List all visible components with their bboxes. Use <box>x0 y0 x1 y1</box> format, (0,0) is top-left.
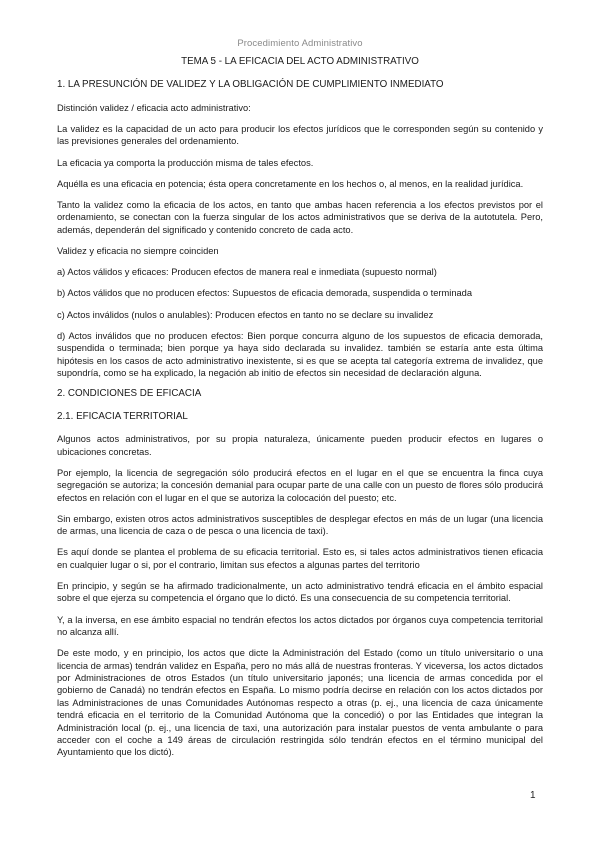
paragraph: Aquélla es una eficacia en potencia; ésta opera concretamente en los hechos o, al menos, en la realidad jurídica. <box>57 178 524 189</box>
paragraph: De este modo, y en principio, los actos que dicte la Administración del Estado (como un título universitario o una licencia de armas) tendrán validez en España, pero no más allá de nuestras fronteras. Y viceversa, los actos dictados por Administraciones de otros Estados (un título universitario japonés; una licencia de armas concedida por el gobierno de Canadá) no tendrán efectos en España. Lo mismo podría decirse en relación con los actos dictados por las Administraciones de unas Comunidades Autónomas respecto a otras (p. ej., una licencia de caza únicamente tendrá eficacia en el territorio de la Comunidad Autónoma que la concedió) o por las Entidades que integran la Administración local (p. ej., una licencia de taxi, una autorización para instalar puestos de venta ambulante o para acceder con el coche a 149 áreas de circulación restringida sólo tendrán efectos en el término municipal del Ayuntamiento que los dictó). <box>57 648 543 758</box>
document-blocks <box>57 79 543 758</box>
subsection-heading: 2.1. EFICACIA TERRITORIAL <box>57 410 188 422</box>
paragraph: Sin embargo, existen otros actos administrativos susceptibles de desplegar efectos en más de un lugar (una licencia de armas, una licencia de caza o de pesca o una licencia de taxi). <box>57 513 543 537</box>
paragraph: La eficacia ya comporta la producción misma de tales efectos. <box>57 157 314 168</box>
paragraph: Distinción validez / eficacia acto administrativo: <box>57 102 251 113</box>
paragraph: b) Actos válidos que no producen efectos: Supuestos de eficacia demorada, suspendida o terminada <box>57 288 473 299</box>
paragraph: En principio, y según se ha afirmado tradicionalmente, un acto administrativo tendrá eficacia en el ámbito espacial sobre el que ejerza su competencia el órgano que lo dictó. Es una consecuencia de su competencia territorial. <box>57 580 543 604</box>
subsection-heading: 2. CONDICIONES DE EFICACIA <box>57 388 202 400</box>
paragraph: La validez es la capacidad de un acto para producir los efectos jurídicos que le corresponden según su contenido y las previsiones generales del ordenamiento. <box>57 124 543 147</box>
paragraph: Es aquí donde se plantea el problema de su eficacia territorial. Esto es, si tales actos administrativos tienen eficacia en cualquier lugar o si, por el contrario, limitan sus efectos a algunas partes del territorio <box>57 547 543 570</box>
topic-title: TEMA 5 - LA EFICACIA DEL ACTO ADMINISTRATIVO <box>181 56 419 67</box>
paragraph: Validez y eficacia no siempre coinciden <box>57 246 219 257</box>
document-body <box>57 56 543 768</box>
paragraph: Y, a la inversa, en ese ámbito espacial no tendrán efectos los actos dictados por órganos cuya competencia territorial no alcanza allí. <box>57 614 543 637</box>
paragraph: Por ejemplo, la licencia de segregación sólo producirá efectos en el lugar en el que se encuentra la finca cuya segregación se autoriza; la concesión demanial para ocupar parte de una calle con un puesto de flores sólo producirá efectos en relación con el lugar en el que se autoriza la colocación del puesto; etc. <box>57 467 543 503</box>
paragraph: a) Actos válidos y eficaces: Producen efectos de manera real e inmediata (supuesto normal) <box>57 267 437 278</box>
paragraph: d) Actos inválidos que no producen efectos: Bien porque concurra alguno de los supuestos de eficacia demorada, suspendida o terminada; bien porque ya haya sido declarada su invalidez. también se estaría ante esta última hipótesis en los casos de acto administrativo inexistente, si es que se acepta tal categoría extrema de invalidez, que supondría, como se ha explicado, la negación ab initio de efectos sin necesidad de declaración alguna. <box>57 330 543 379</box>
paragraph: c) Actos inválidos (nulos o anulables): Producen efectos en tanto no se declare su invalidez <box>57 309 434 320</box>
paragraph: Tanto la validez como la eficacia de los actos, en tanto que ambas hacen referencia a los efectos previstos por el ordenamiento, se conectan con la fuerza singular de los actos administrativos que se deriva de la autotutela. Pero, además, dependerán del significado y contenido concreto de cada acto. <box>57 200 543 235</box>
section-heading: 1. LA PRESUNCIÓN DE VALIDEZ Y LA OBLIGACIÓN DE CUMPLIMIENTO INMEDIATO <box>57 79 444 91</box>
paragraph: Algunos actos administrativos, por su propia naturaleza, únicamente pueden producir efectos en lugares o ubicaciones concretas. <box>57 434 543 457</box>
running-header: Procedimiento Administrativo <box>237 38 363 49</box>
page-number: 1 <box>530 790 536 801</box>
